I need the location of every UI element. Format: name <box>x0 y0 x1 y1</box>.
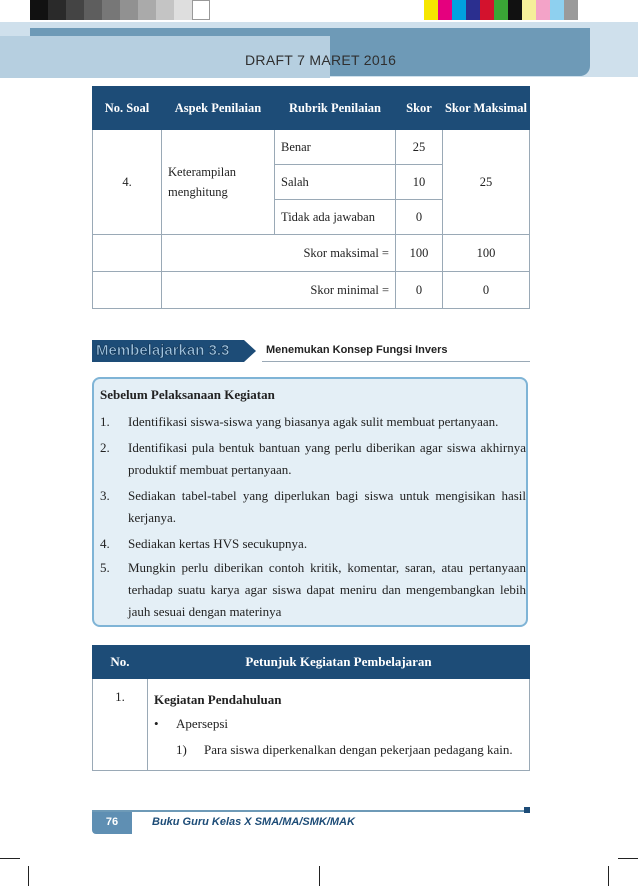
color-swatch <box>564 0 578 20</box>
color-swatch <box>138 0 156 20</box>
table-header-row <box>93 87 530 130</box>
crop-mark <box>618 858 638 859</box>
list-text: Mungkin perlu diberikan contoh kritik, komentar, saran, atau pertanyaan terhadap suatu karya agar siswa dapat meniru dan mengembangkan lebih jauh sesuai dengan materinya <box>128 560 526 619</box>
color-swatch <box>466 0 480 20</box>
color-swatch <box>452 0 466 20</box>
section-tab <box>92 340 244 362</box>
bullet-item <box>154 711 525 737</box>
color-swatch <box>522 0 536 20</box>
crop-mark <box>0 858 20 859</box>
color-swatch <box>550 0 564 20</box>
cell-score: 25 <box>396 130 443 165</box>
list-number: 4. <box>100 536 110 551</box>
cell-rubric: Tidak ada jawaban <box>275 200 396 235</box>
footer-line <box>92 810 528 812</box>
section-arrow <box>244 340 256 362</box>
color-swatch <box>48 0 66 20</box>
cell-rubric: Benar <box>275 130 396 165</box>
bullet-icon: • <box>154 716 159 731</box>
col-header-no: No. <box>93 646 148 679</box>
list-text: Identifikasi pula bentuk bantuan yang perlu diberikan agar siswa akhirnya produktif membuat pertanyaan. <box>128 440 526 477</box>
col-header-skor-maksimal: Skor Maksimal <box>443 87 530 130</box>
color-swatch <box>192 0 210 20</box>
table-header-row <box>93 646 530 679</box>
cell-aspect: Keterampilan menghitung <box>162 130 275 235</box>
instruction-table <box>92 645 530 771</box>
list-number: 1. <box>100 414 110 429</box>
list-number: 3. <box>100 488 110 503</box>
col-header-no-soal: No. Soal <box>93 87 162 130</box>
cell-empty <box>93 235 162 272</box>
page-number: 76 <box>92 812 132 834</box>
color-swatch <box>424 0 438 20</box>
color-swatch <box>508 0 522 20</box>
cell-summary-score: 100 <box>396 235 443 272</box>
color-swatch <box>536 0 550 20</box>
list-text: Sediakan kertas HVS secukupnya. <box>128 536 308 551</box>
cell-score: 10 <box>396 165 443 200</box>
list-number: 5. <box>100 560 110 575</box>
col-header-skor: Skor <box>396 87 443 130</box>
cell-summary-max: 100 <box>443 235 530 272</box>
color-swatch <box>174 0 192 20</box>
score-table <box>92 86 530 309</box>
cell-instruction <box>148 679 530 771</box>
section-underline <box>262 361 530 362</box>
list-text: Sediakan tabel-tabel yang diperlukan bagi siswa untuk mengisikan hasil kerjanya. <box>128 488 526 525</box>
cell-summary-score: 0 <box>396 272 443 309</box>
crop-mark <box>28 866 29 886</box>
instruction-heading: Kegiatan Pendahuluan <box>154 692 282 707</box>
list-number: 2. <box>100 440 110 455</box>
print-color-bar <box>0 0 638 20</box>
book-title: Buku Guru Kelas X SMA/MA/SMK/MAK <box>152 816 355 828</box>
section-heading <box>92 340 530 362</box>
summary-row <box>93 272 530 309</box>
col-header-rubrik: Rubrik Penilaian <box>275 87 396 130</box>
summary-row <box>93 235 530 272</box>
crop-mark <box>608 866 609 886</box>
list-text: Identifikasi siswa-siswa yang biasanya agak sulit membuat pertanyaan. <box>128 414 499 429</box>
color-swatch <box>102 0 120 20</box>
cell-rubric: Salah <box>275 165 396 200</box>
crop-mark <box>319 866 320 886</box>
section-subtitle: Menemukan Konsep Fungsi Invers <box>266 344 448 356</box>
sub-text: Para siswa diperkenalkan dengan pekerjaan pedagang kain. <box>204 742 513 757</box>
box-title: Sebelum Pelaksanaan Kegiatan <box>100 387 275 402</box>
color-swatch <box>480 0 494 20</box>
footer-dot <box>524 807 530 813</box>
section-title: Membelajarkan 3.3 <box>96 342 230 359</box>
draft-label: DRAFT 7 MARET 2016 <box>245 52 397 68</box>
sub-item <box>154 737 525 763</box>
color-swatch <box>120 0 138 20</box>
col-header-petunjuk: Petunjuk Kegiatan Pembelajaran <box>148 646 530 679</box>
cell-summary-max: 0 <box>443 272 530 309</box>
table-row <box>93 679 530 771</box>
preparation-box <box>92 377 528 627</box>
cell-summary-label: Skor maksimal = <box>162 235 396 272</box>
color-swatch <box>30 0 48 20</box>
color-swatch <box>84 0 102 20</box>
color-swatch <box>66 0 84 20</box>
cell-empty <box>93 272 162 309</box>
cell-no: 4. <box>93 130 162 235</box>
color-swatch <box>156 0 174 20</box>
col-header-aspek: Aspek Penilaian <box>162 87 275 130</box>
color-swatch <box>494 0 508 20</box>
cell-summary-label: Skor minimal = <box>162 272 396 309</box>
cell-max-score: 25 <box>443 130 530 235</box>
bullet-text: Apersepsi <box>176 716 228 731</box>
sub-number: 1) <box>176 742 187 757</box>
cell-no: 1. <box>93 679 148 771</box>
color-swatch <box>438 0 452 20</box>
table-row <box>93 130 530 165</box>
cell-score: 0 <box>396 200 443 235</box>
